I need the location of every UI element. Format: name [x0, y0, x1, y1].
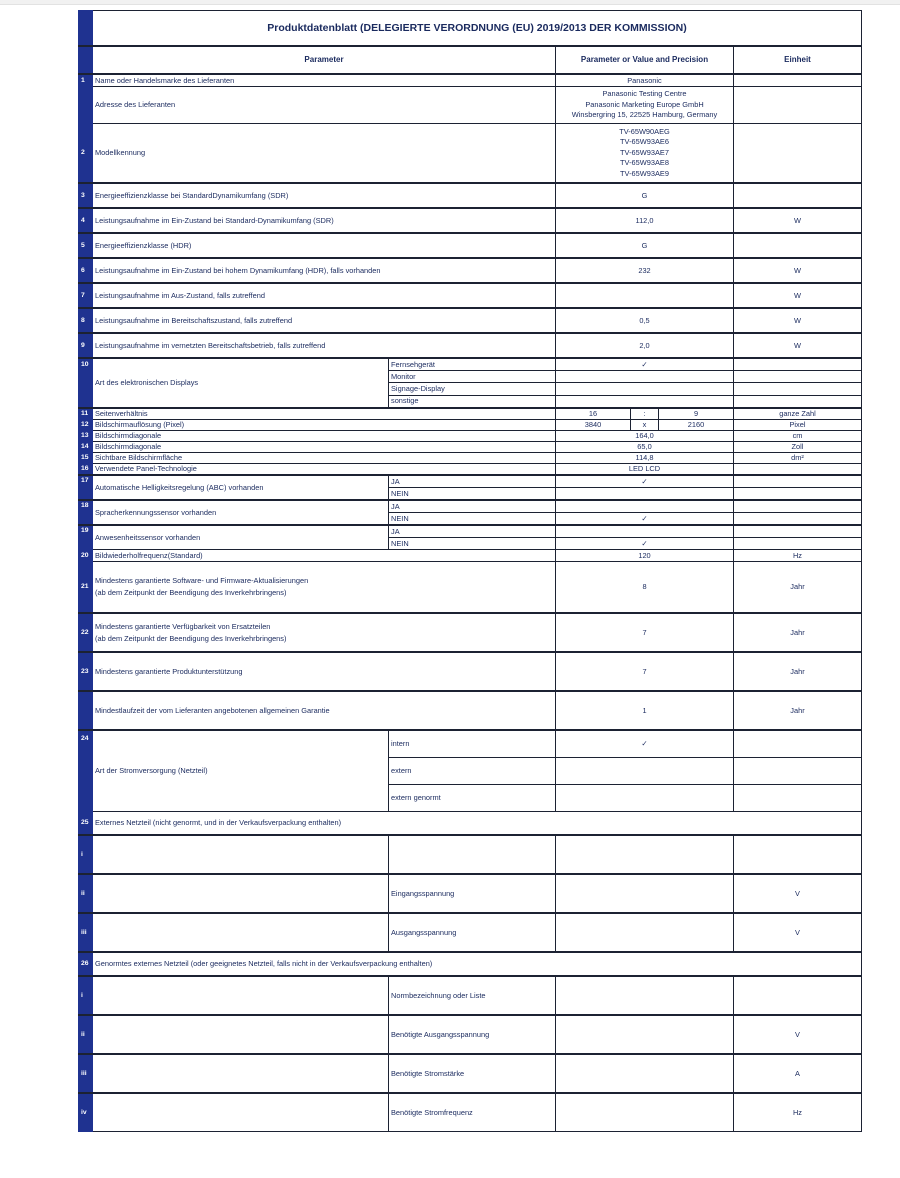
external-psu-sub-value [556, 835, 734, 874]
row-number-blank [79, 87, 93, 124]
abc-nein: NEIN [389, 488, 556, 501]
row-number: 9 [79, 333, 93, 358]
hdr-power-label: Leistungsaufnahme im Ein-Zustand bei hohem Dynamikumfang (HDR), falls vorhanden [93, 258, 556, 283]
supplier-address-unit [734, 87, 862, 124]
diagonal-inch-value: 65,0 [556, 442, 734, 453]
diagonal-cm-unit: cm [734, 431, 862, 442]
row-number: 10 [79, 358, 93, 408]
power-supply-check: ✓ [556, 730, 734, 758]
address-line: Panasonic Marketing Europe GmbH [585, 99, 704, 109]
standard-psu-sub-unit: Hz [734, 1093, 862, 1132]
row-number: 16 [79, 464, 93, 476]
spare-parts-line2: (ab dem Zeitpunkt der Beendigung des Inverkehrbringens) [95, 633, 287, 643]
diagonal-inch-unit: Zoll [734, 442, 862, 453]
row-number: 2 [79, 124, 93, 184]
external-psu-sub-label [93, 913, 389, 952]
external-psu-sub-param: Ausgangsspannung [389, 913, 556, 952]
model-line: TV-65W93AE8 [620, 158, 669, 168]
row-number: 3 [79, 183, 93, 208]
display-type-option: Fernsehgerät [389, 358, 556, 371]
standard-psu-sub-label [93, 1093, 389, 1132]
model-line: TV-65W90AEG [619, 126, 670, 136]
product-support-label: Mindestens garantierte Produktunterstützung [93, 652, 556, 691]
display-type-option: Signage-Display [389, 383, 556, 395]
supplier-name-unit [734, 74, 862, 87]
sdr-power-value: 112,0 [556, 208, 734, 233]
page-title: Produktdatenblatt (DELEGIERTE VERORDNUNG (EU) 2019/2013 DER KOMMISSION) [93, 11, 862, 47]
standard-psu-sub-value [556, 1054, 734, 1093]
sub-number: iii [79, 1054, 93, 1093]
row-number: 17 [79, 475, 93, 500]
standard-psu-sub-unit: V [734, 1015, 862, 1054]
presence-sensor-ja: JA [389, 525, 556, 538]
spare-parts-unit: Jahr [734, 613, 862, 652]
sdr-class-value: G [556, 183, 734, 208]
external-psu-sub-label [93, 835, 389, 874]
hdr-power-value: 232 [556, 258, 734, 283]
header-parameter: Parameter [93, 46, 556, 74]
row-number: 23 [79, 652, 93, 691]
warranty-value: 1 [556, 691, 734, 730]
power-supply-value [556, 784, 734, 811]
spare-parts-label [93, 613, 556, 652]
aspect-ratio-sep: : [631, 408, 659, 420]
software-updates-label [93, 562, 556, 614]
row-number: 7 [79, 283, 93, 308]
screen-area-unit: dm² [734, 453, 862, 464]
row-number: 24 [79, 730, 93, 812]
supplier-name-value: Panasonic [556, 74, 734, 87]
presence-sensor-nein: NEIN [389, 538, 556, 550]
refresh-rate-label: Bildwiederholfrequenz(Standard) [93, 550, 556, 562]
software-updates-value: 8 [556, 562, 734, 614]
row-number: 12 [79, 420, 93, 431]
row-number-blank [79, 691, 93, 730]
standard-psu-sub-param: Benötigte Stromfrequenz [389, 1093, 556, 1132]
aspect-ratio-label: Seitenverhältnis [93, 408, 556, 420]
standby-power-label: Leistungsaufnahme im Bereitschaftszustand, falls zutreffend [93, 308, 556, 333]
header-value: Parameter or Value and Precision [556, 46, 734, 74]
hdr-class-label: Energieeffizienzklasse (HDR) [93, 233, 556, 258]
external-psu-sub-label [93, 874, 389, 913]
external-psu-sub-unit: V [734, 913, 862, 952]
presence-sensor-ja-value [556, 525, 734, 538]
standard-psu-sub-param: Normbezeichnung oder Liste [389, 976, 556, 1015]
hdr-class-unit [734, 233, 862, 258]
row-number: 20 [79, 550, 93, 562]
voice-sensor-unit [734, 513, 862, 526]
supplier-address-value [556, 87, 734, 124]
standard-psu-sub-value [556, 1015, 734, 1054]
sub-number: ii [79, 1015, 93, 1054]
row-number: 6 [79, 258, 93, 283]
hdr-power-unit: W [734, 258, 862, 283]
abc-nein-value [556, 488, 734, 501]
resolution-sep: x [631, 420, 659, 431]
panel-tech-label: Verwendete Panel-Technologie [93, 464, 556, 476]
warranty-label: Mindestlaufzeit der vom Lieferanten angebotenen allgemeinen Garantie [93, 691, 556, 730]
model-id-unit [734, 124, 862, 184]
voice-sensor-nein-check: ✓ [556, 513, 734, 526]
display-type-option: Monitor [389, 371, 556, 383]
display-type-unit [734, 371, 862, 383]
standard-psu-sub-unit: A [734, 1054, 862, 1093]
aspect-ratio-a: 16 [556, 408, 631, 420]
screen-area-label: Sichtbare Bildschirmfläche [93, 453, 556, 464]
spare-parts-line1: Mindestens garantierte Verfügbarkeit von Ersatzteilen [95, 621, 271, 631]
power-supply-label: Art der Stromversorgung (Netzteil) [93, 730, 389, 812]
voice-sensor-unit [734, 500, 862, 513]
refresh-rate-unit: Hz [734, 550, 862, 562]
presence-sensor-label: Anwesenheitssensor vorhanden [93, 525, 389, 550]
sub-number: ii [79, 874, 93, 913]
row-number: 14 [79, 442, 93, 453]
display-type-value [556, 395, 734, 408]
spare-parts-value: 7 [556, 613, 734, 652]
abc-unit [734, 475, 862, 488]
power-supply-option: intern [389, 730, 556, 758]
external-psu-sub-value [556, 913, 734, 952]
data-sheet-table [78, 10, 862, 1132]
warranty-unit: Jahr [734, 691, 862, 730]
display-type-option: sonstige [389, 395, 556, 408]
display-type-label: Art des elektronischen Displays [93, 358, 389, 408]
power-supply-option: extern [389, 758, 556, 785]
network-standby-value: 2,0 [556, 333, 734, 358]
product-data-sheet [78, 10, 862, 1132]
sdr-class-label: Energieeffizienzklasse bei StandardDynamikumfang (SDR) [93, 183, 556, 208]
product-support-unit: Jahr [734, 652, 862, 691]
power-supply-unit [734, 730, 862, 758]
presence-sensor-nein-check: ✓ [556, 538, 734, 550]
model-line: TV-65W93AE7 [620, 147, 669, 157]
row-number: 19 [79, 525, 93, 550]
abc-ja: JA [389, 475, 556, 488]
sdr-power-label: Leistungsaufnahme im Ein-Zustand bei Standard-Dynamikumfang (SDR) [93, 208, 556, 233]
standard-psu-heading: Genormtes externes Netzteil (oder geeignetes Netzteil, falls nicht in der Verkaufsverpackung enthalten) [93, 952, 862, 976]
software-updates-unit: Jahr [734, 562, 862, 614]
aspect-ratio-unit: ganze Zahl [734, 408, 862, 420]
network-standby-label: Leistungsaufnahme im vernetzten Bereitschaftsbetrieb, falls zutreffend [93, 333, 556, 358]
standard-psu-sub-value [556, 976, 734, 1015]
off-power-value [556, 283, 734, 308]
title-margin [79, 11, 93, 47]
header-unit: Einheit [734, 46, 862, 74]
external-psu-sub-param [389, 835, 556, 874]
address-line: Panasonic Testing Centre [602, 89, 687, 99]
screen-area-value: 114,8 [556, 453, 734, 464]
row-number: 21 [79, 562, 93, 614]
row-number: 13 [79, 431, 93, 442]
row-number: 18 [79, 500, 93, 525]
network-standby-unit: W [734, 333, 862, 358]
standard-psu-sub-unit [734, 976, 862, 1015]
panel-tech-value: LED LCD [556, 464, 734, 476]
standard-psu-sub-value [556, 1093, 734, 1132]
display-type-check: ✓ [556, 358, 734, 371]
diagonal-inch-label: Bildschirmdiagonale [93, 442, 556, 453]
presence-sensor-unit [734, 525, 862, 538]
header-margin [79, 46, 93, 74]
hdr-class-value: G [556, 233, 734, 258]
standard-psu-sub-param: Benötigte Ausgangsspannung [389, 1015, 556, 1054]
resolution-a: 3840 [556, 420, 631, 431]
model-line: TV-65W93AE9 [620, 168, 669, 178]
model-id-value [556, 124, 734, 184]
row-number: 15 [79, 453, 93, 464]
power-supply-unit [734, 758, 862, 785]
row-number: 22 [79, 613, 93, 652]
refresh-rate-value: 120 [556, 550, 734, 562]
model-line: TV-65W93AE6 [620, 137, 669, 147]
row-number: 11 [79, 408, 93, 420]
voice-sensor-label: Spracherkennungssensor vorhanden [93, 500, 389, 525]
standard-psu-sub-label [93, 1015, 389, 1054]
power-supply-option: extern genormt [389, 784, 556, 811]
resolution-unit: Pixel [734, 420, 862, 431]
resolution-label: Bildschirmauflösung (Pixel) [93, 420, 556, 431]
external-psu-heading: Externes Netzteil (nicht genormt, und in der Verkaufsverpackung enthalten) [93, 812, 862, 836]
power-supply-unit [734, 784, 862, 811]
row-number: 26 [79, 952, 93, 976]
display-type-value [556, 383, 734, 395]
voice-sensor-nein: NEIN [389, 513, 556, 526]
supplier-name-label: Name oder Handelsmarke des Lieferanten [93, 74, 556, 87]
address-line: Winsbergring 15, 22525 Hamburg, Germany [571, 110, 718, 120]
external-psu-sub-unit: V [734, 874, 862, 913]
voice-sensor-ja: JA [389, 500, 556, 513]
power-supply-value [556, 758, 734, 785]
software-updates-line1: Mindestens garantierte Software- und Firmware-Aktualisierungen [95, 576, 309, 585]
standard-psu-sub-label [93, 976, 389, 1015]
standard-psu-sub-param: Benötigte Stromstärke [389, 1054, 556, 1093]
row-number: 5 [79, 233, 93, 258]
external-psu-sub-value [556, 874, 734, 913]
external-psu-sub-param: Eingangsspannung [389, 874, 556, 913]
sub-number: i [79, 835, 93, 874]
sdr-power-unit: W [734, 208, 862, 233]
diagonal-cm-value: 164,0 [556, 431, 734, 442]
browser-top-line [0, 0, 900, 5]
model-id-label: Modellkennung [93, 124, 556, 184]
panel-tech-unit [734, 464, 862, 476]
sub-number: iii [79, 913, 93, 952]
product-support-value: 7 [556, 652, 734, 691]
diagonal-cm-label: Bildschirmdiagonale [93, 431, 556, 442]
abc-ja-check: ✓ [556, 475, 734, 488]
voice-sensor-ja-value [556, 500, 734, 513]
display-type-value [556, 371, 734, 383]
row-number: 25 [79, 812, 93, 836]
software-updates-line2: (ab dem Zeitpunkt der Beendigung des Inverkehrbringens) [95, 588, 287, 597]
display-type-unit [734, 383, 862, 395]
display-type-unit [734, 358, 862, 371]
abc-unit [734, 488, 862, 501]
aspect-ratio-b: 9 [659, 408, 734, 420]
standby-power-unit: W [734, 308, 862, 333]
external-psu-sub-unit [734, 835, 862, 874]
row-number: 4 [79, 208, 93, 233]
sub-number: iv [79, 1093, 93, 1132]
off-power-unit: W [734, 283, 862, 308]
sdr-class-unit [734, 183, 862, 208]
abc-label: Automatische Helligkeitsregelung (ABC) vorhanden [93, 475, 389, 500]
resolution-b: 2160 [659, 420, 734, 431]
off-power-label: Leistungsaufnahme im Aus-Zustand, falls zutreffend [93, 283, 556, 308]
standard-psu-sub-label [93, 1054, 389, 1093]
row-number: 1 [79, 74, 93, 87]
standby-power-value: 0,5 [556, 308, 734, 333]
row-number: 8 [79, 308, 93, 333]
display-type-unit [734, 395, 862, 408]
supplier-address-label: Adresse des Lieferanten [93, 87, 556, 124]
presence-sensor-unit [734, 538, 862, 550]
sub-number: i [79, 976, 93, 1015]
